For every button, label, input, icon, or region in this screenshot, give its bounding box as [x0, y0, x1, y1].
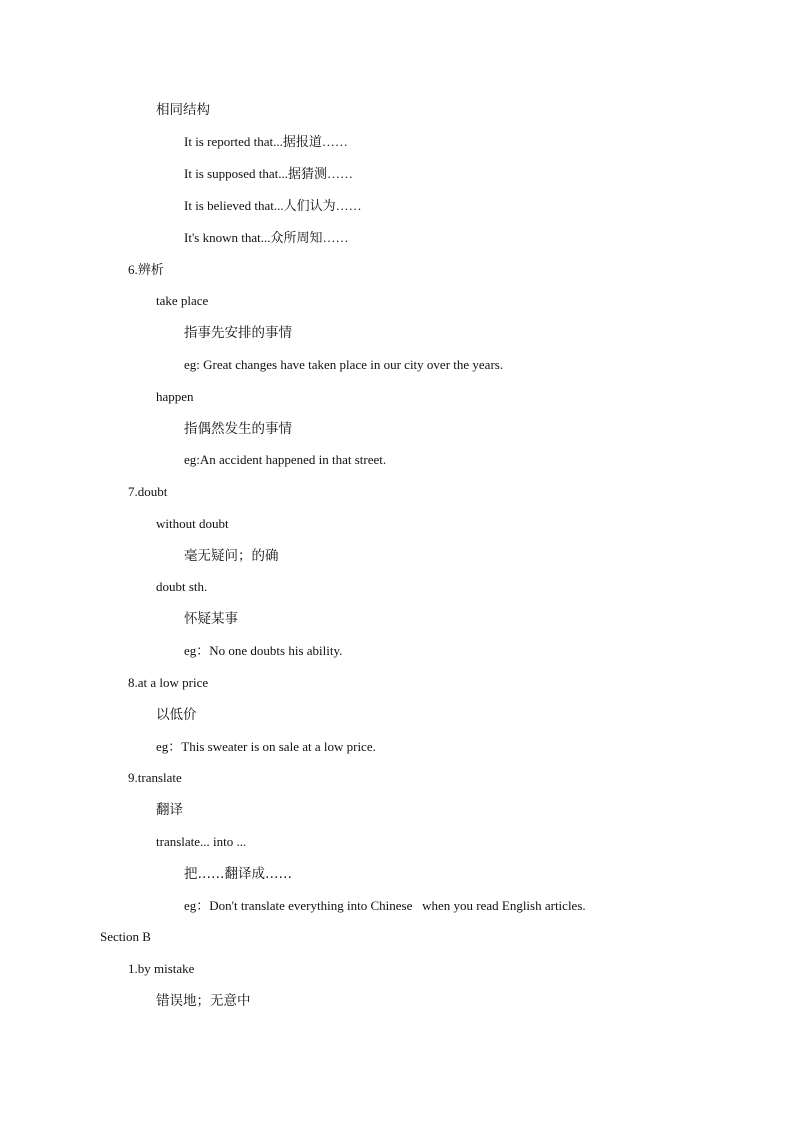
definition-low-price: 以低价 [156, 707, 197, 723]
definition-translate-into: 把……翻译成…… [184, 866, 292, 882]
item-7-heading: 7.doubt [128, 484, 168, 499]
item-b1-heading: 1.by mistake [128, 961, 195, 976]
item-8-heading: 8.at a low price [128, 675, 209, 690]
term-happen: happen [156, 389, 194, 404]
example-take-place: eg: Great changes have taken place in our city over the years. [184, 357, 504, 372]
definition-by-mistake: 错误地；无意中 [156, 993, 251, 1009]
example-happen: eg:An accident happened in that street. [184, 452, 387, 467]
term-doubt-sth: doubt sth. [156, 579, 208, 594]
definition-happen: 指偶然发生的事情 [184, 421, 292, 437]
definition-take-place: 指事先安排的事情 [184, 325, 292, 341]
section-b-heading: Section B [100, 929, 151, 944]
example-low-price: eg：This sweater is on sale at a low price. [156, 739, 376, 754]
definition-translate: 翻译 [156, 802, 183, 818]
item-6-heading: 6.辨析 [128, 262, 164, 277]
definition-doubt-sth: 怀疑某事 [184, 611, 238, 627]
definition-without-doubt: 毫无疑问；的确 [184, 548, 279, 564]
term-without-doubt: without doubt [156, 516, 229, 531]
phrase-it-is-supposed: It is supposed that...据猜测…… [184, 166, 353, 181]
example-doubt: eg：No one doubts his ability. [184, 643, 343, 658]
phrase-its-known: It's known that...众所周知…… [184, 230, 349, 245]
example-translate: eg：Don't translate everything into Chinese when you read English articles. [184, 898, 586, 913]
term-take-place: take place [156, 293, 209, 308]
item-9-heading: 9.translate [128, 770, 182, 785]
phrase-it-is-reported: It is reported that...据报道…… [184, 134, 348, 149]
term-translate-into: translate... into ... [156, 834, 247, 849]
heading-same-structure: 相同结构 [156, 102, 210, 118]
phrase-it-is-believed: It is believed that...人们认为…… [184, 198, 362, 213]
